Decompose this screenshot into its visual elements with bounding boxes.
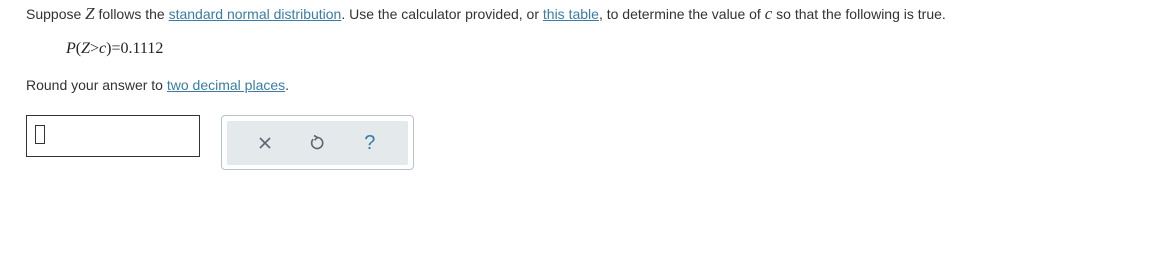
close-icon	[258, 136, 272, 150]
two-decimal-places-link[interactable]: two decimal places	[166, 77, 286, 93]
equation-z: Z	[81, 40, 91, 57]
instruction-end: .	[285, 77, 290, 93]
equation-c: c	[99, 40, 107, 57]
equation-p: P	[66, 40, 76, 57]
variable-c: c	[764, 4, 773, 23]
question-part: so that the following is true.	[772, 6, 946, 22]
question-part: . Use the calculator provided, or	[341, 6, 543, 22]
question-text	[26, 5, 946, 23]
clear-button[interactable]	[250, 128, 280, 158]
standard-normal-distribution-link[interactable]: standard normal distribution	[168, 6, 342, 22]
help-button[interactable]: ?	[364, 131, 376, 154]
toolbar-inner	[227, 121, 408, 165]
input-cursor	[35, 125, 45, 144]
equation-open-paren: (	[75, 40, 82, 57]
variable-z: Z	[85, 4, 95, 23]
equation-greater-than: >	[90, 40, 100, 57]
equation-rhs: =0.1112	[111, 40, 164, 57]
instruction-part: Round your answer to	[26, 77, 167, 93]
question-part: , to determine the value of	[598, 6, 765, 22]
answer-toolbar	[221, 115, 414, 170]
this-table-link[interactable]: this table	[542, 6, 599, 22]
undo-icon	[308, 134, 326, 152]
equation-close-paren: )	[106, 40, 112, 57]
undo-button[interactable]	[302, 128, 332, 158]
answer-input[interactable]	[26, 115, 200, 157]
question-part: Suppose	[26, 6, 86, 22]
question-part: follows the	[94, 6, 169, 22]
instruction-text	[26, 76, 289, 94]
probability-equation	[66, 40, 163, 58]
